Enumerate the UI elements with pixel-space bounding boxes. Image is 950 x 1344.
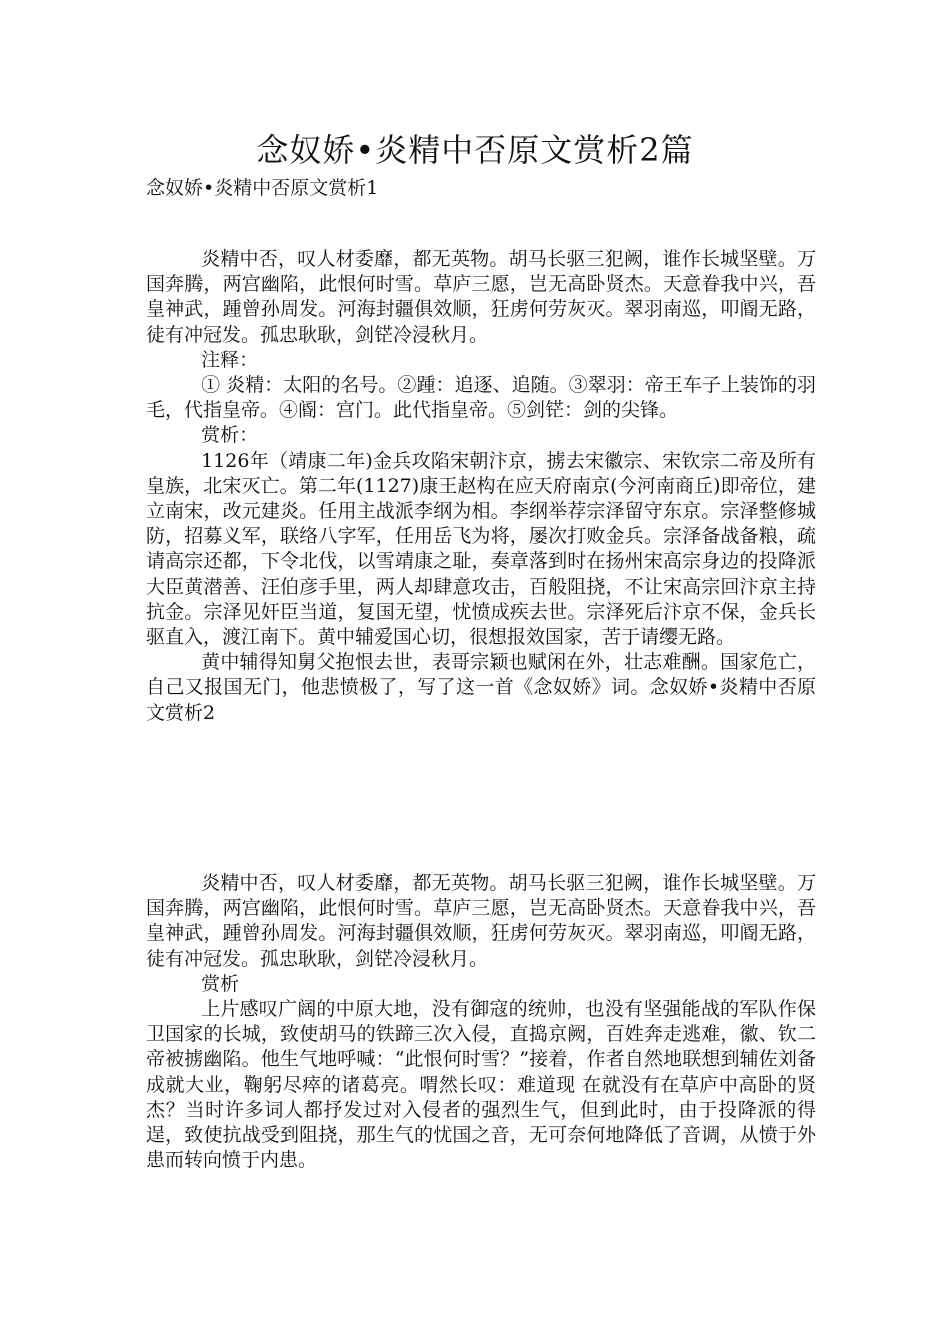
appreciation-paragraph-2: 黄中辅得知舅父抱恨去世，表哥宗颖也赋闲在外，壮志难酬。国家危亡，自己又报国无门，他悲愤极了，写了这一首《念奴娇》词。念奴娇•炎精中否原文赏析2	[146, 651, 816, 724]
notes-text: ① 炎精：太阳的名号。②踵：追逐、追随。③翠羽：帝王车子上装饰的羽毛，代指皇帝。④阍：宫门。此代指皇帝。⑤剑铓：剑的尖锋。	[146, 374, 816, 422]
section1-poem-block	[146, 247, 816, 726]
section2-appreciation-paragraph: 上片感叹广阔的中原大地，没有御寇的统帅，也没有坚强能战的军队作保卫国家的长城，致使胡马的铁蹄三次入侵，直捣京阙，百姓奔走逃难，徽、钦二帝被掳幽陷。他生气地呼喊：“此恨何时雪？”接着，作者自然地联想到辅佐刘备成就大业，鞠躬尽瘁的诸葛亮。喟然长叹：难道现 在就没有在草庐中高卧的贤杰？当时许多词人都抒发过对入侵者的强烈生气，但到此时，由于投降派的得逞，致使抗战受到阻挠，那生气的忧国之音，无可奈何地降低了音调，从愤于外患而转向愤于内患。	[146, 998, 816, 1172]
appreciation-paragraph-1: 1126年（靖康二年)金兵攻陷宋朝汴京，掳去宋徽宗、宋钦宗二帝及所有皇族，北宋灭亡。第二年(1127)康王赵构在应天府南京(今河南商丘)即帝位，建立南宋，改元建炎。任用主战派李纲为相。李纲举荐宗泽留守东京。宗泽整修城防，招募义军，联络八字军，任用岳飞为将，屡次打败金兵。宗泽备战备粮，疏请高宗还都，下令北伐，以雪靖康之耻，奏章落到时在扬州宋高宗身边的投降派大臣黄潜善、汪伯彦手里，两人却肆意攻击，百般阻挠，不让宋高宗回汴京主持抗金。宗泽见奸臣当道，复国无望，忧愤成疾去世。宗泽死后汴京不保，金兵长驱直入，渡江南下。黄中辅爱国心切，很想报效国家，苦于请缨无路。	[146, 449, 816, 649]
section2-block	[146, 871, 816, 1173]
section1-poem: 炎精中否，叹人材委靡，都无英物。胡马长驱三犯阙，谁作长城坚壁。万国奔腾，两宫幽陷，此恨何时雪。草庐三愿，岂无高卧贤杰。天意眷我中兴，吾皇神武，踵曾孙周发。河海封疆俱效顺，狂虏何劳灰灭。翠羽南巡，叩阍无路，徒有冲冠发。孤忠耿耿，剑铓冷浸秋月。	[146, 248, 816, 346]
section2-poem: 炎精中否，叹人材委靡，都无英物。胡马长驱三犯阙，谁作长城坚壁。万国奔腾，两宫幽陷，此恨何时雪。草庐三愿，岂无高卧贤杰。天意眷我中兴，吾皇神武，踵曾孙周发。河海封疆俱效顺，狂虏何劳灰灭。翠羽南巡，叩阍无路，徒有冲冠发。孤忠耿耿，剑铓冷浸秋月。	[146, 872, 816, 970]
section2-appreciation-label: 赏析	[201, 972, 240, 995]
section1-heading: 念奴娇•炎精中否原文赏析1	[146, 177, 379, 199]
appreciation-label: 赏析：	[201, 424, 259, 447]
notes-label: 注释：	[201, 348, 259, 371]
document-title: 念奴娇•炎精中否原文赏析2篇	[256, 131, 694, 169]
